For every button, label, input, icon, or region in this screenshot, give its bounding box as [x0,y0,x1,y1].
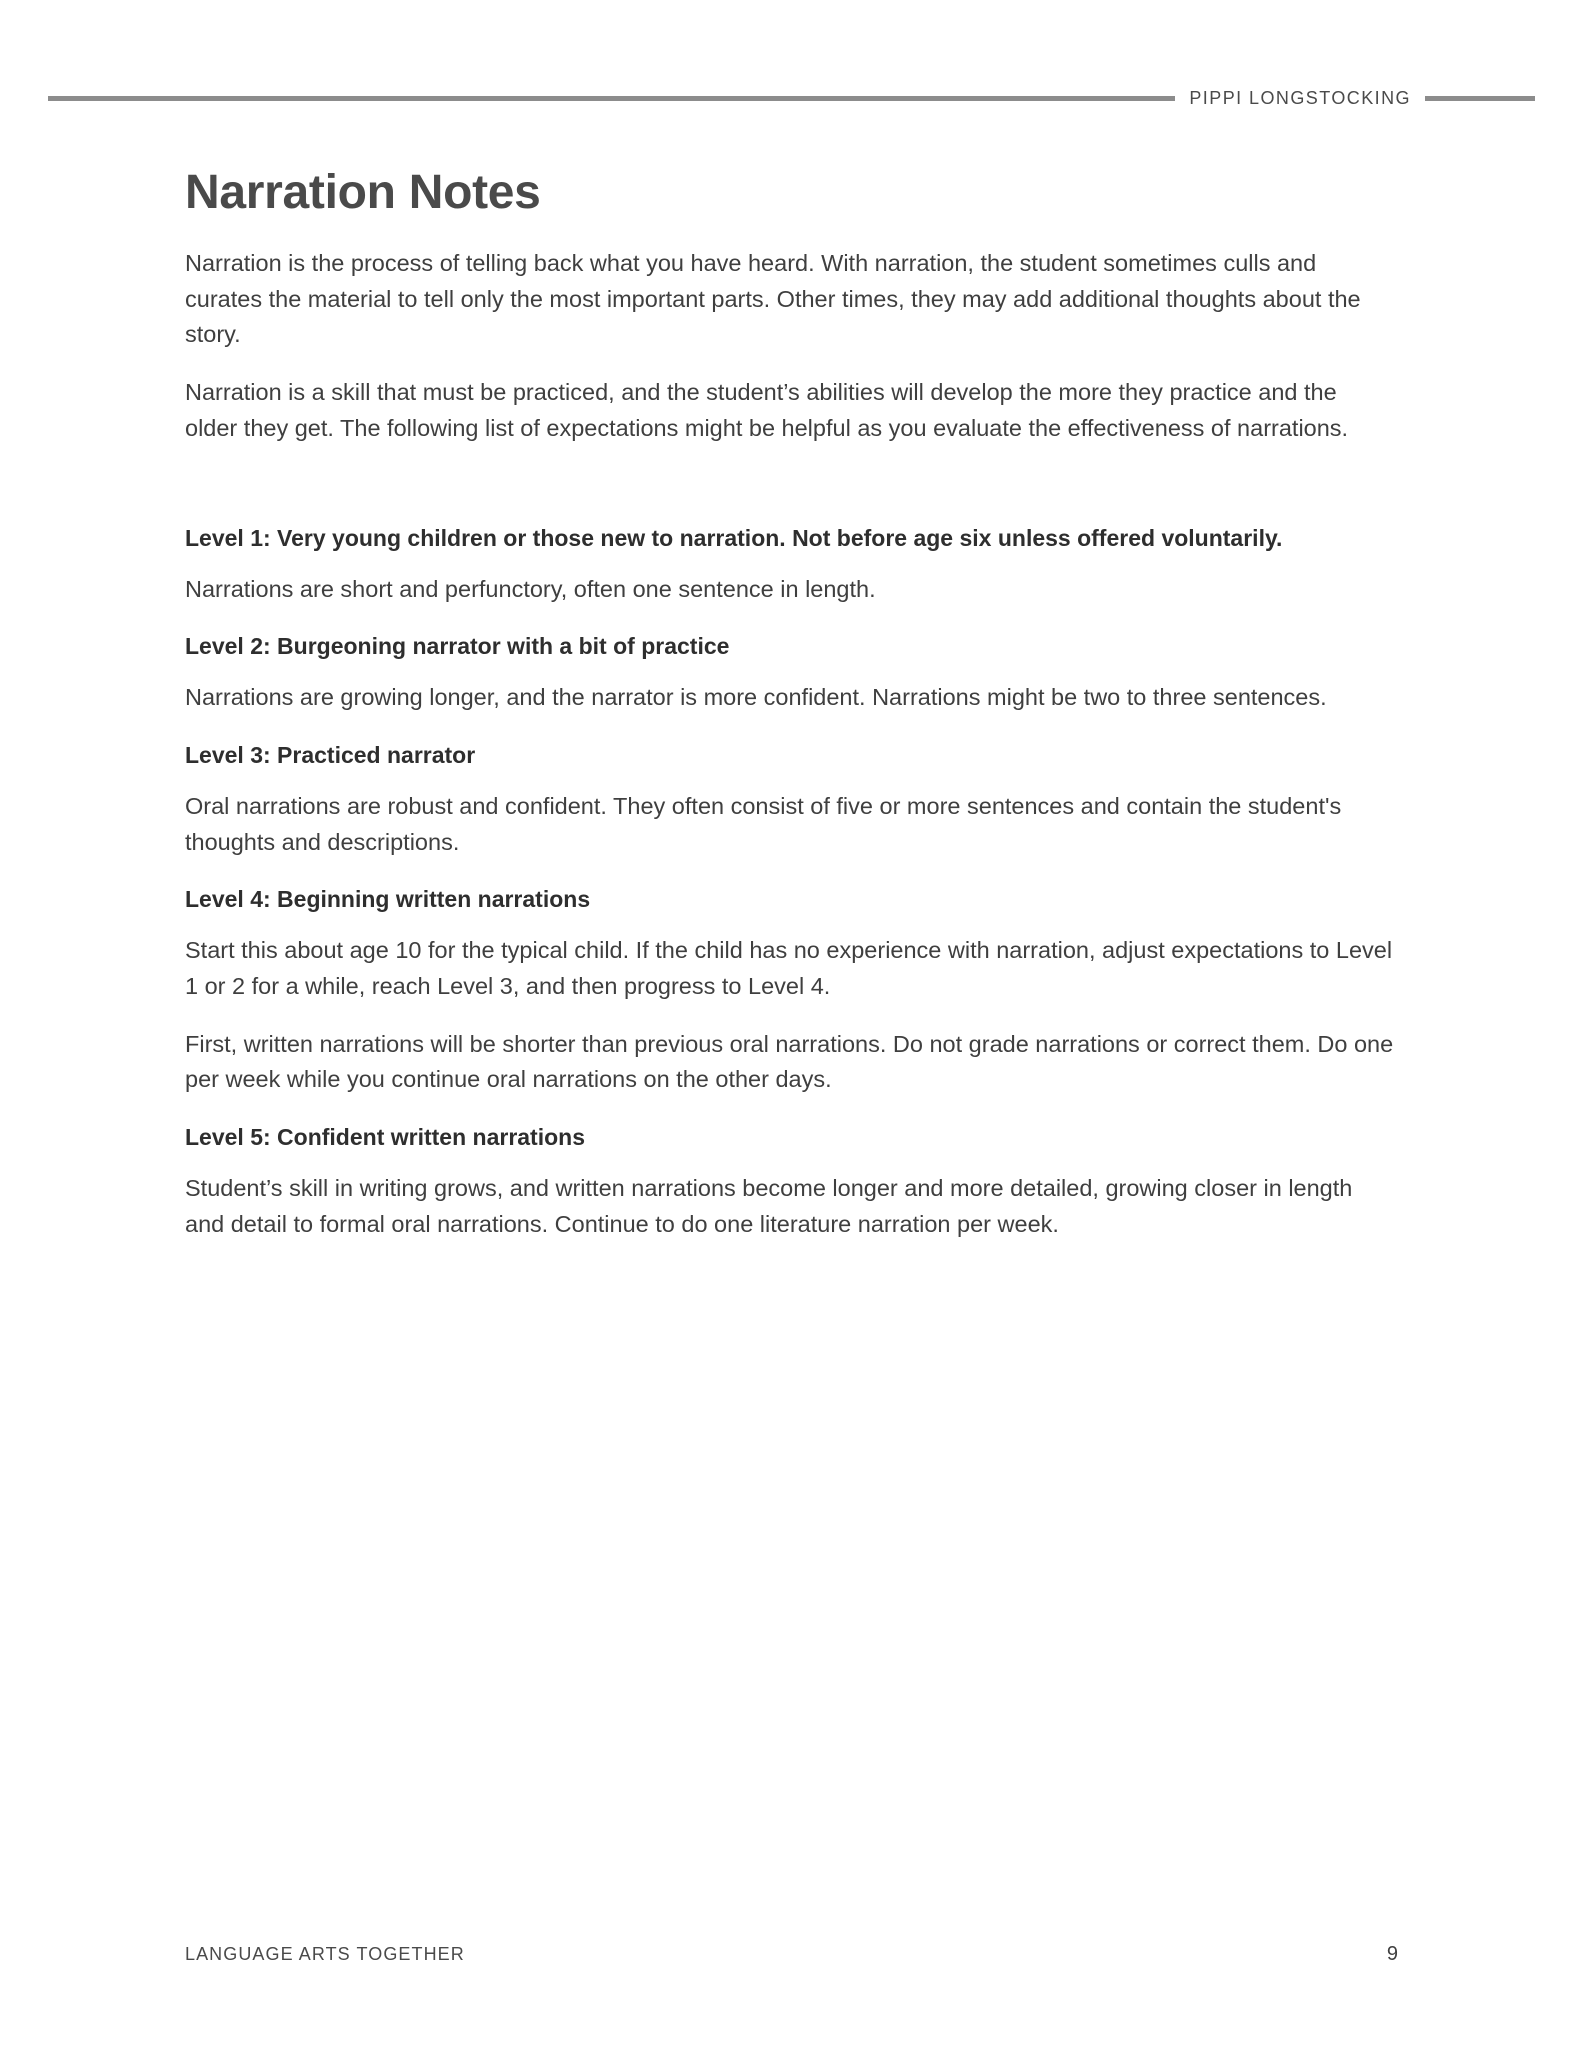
level-paragraph: Narrations are short and perfunctory, often one sentence in length. [185,575,876,602]
intro-paragraph: Narration is a skill that must be practiced, and the student’s abilities will develop the more they practice and the older they get. The following list of expectations might be helpful as you evaluate the effectiveness of narrations. [185,379,1349,441]
header-rule-left [48,96,1175,101]
page-number: 9 [1386,1943,1398,1965]
level-paragraph: Student’s skill in writing grows, and written narrations become longer and more detailed, growing closer in length and detail to formal oral narrations. Continue to do one literature narration per week. [185,1175,1353,1237]
intro-paragraph: Narration is the process of telling back what you have heard. With narration, the student sometimes culls and curates the material to tell only the most important parts. Other times, they may add additional thoughts about the story. [185,250,1361,348]
level-heading: Level 4: Beginning written narrations [185,886,591,913]
level-paragraph: Oral narrations are robust and confident. They often consist of five or more sentences and contain the student's thoughts and descriptions. [185,792,1342,855]
level-paragraph: First, written narrations will be shorter than previous oral narrations. Do not grade narrations or correct them. Do one per week while you continue oral narrations on the other days. [185,1030,1394,1093]
level-heading: Level 5: Confident written narrations [185,1124,585,1151]
footer-series-label: LANGUAGE ARTS TOGETHER [185,1944,465,1964]
level-heading: Level 1: Very young children or those new to narration. Not before age six unless offered voluntarily. [185,524,1283,551]
running-header-title: PIPPI LONGSTOCKING [1189,88,1411,108]
header-rule-right [1425,96,1535,101]
page-title: Narration Notes [185,166,541,219]
level-paragraph: Narrations are growing longer, and the narrator is more confident. Narrations might be two to three sentences. [185,684,1327,711]
level-heading: Level 2: Burgeoning narrator with a bit of practice [185,633,730,660]
level-heading: Level 3: Practiced narrator [185,741,476,768]
level-paragraph: Start this about age 10 for the typical child. If the child has no experience with narration, adjust expectations to Level 1 or 2 for a while, reach Level 3, and then progress to Level 4. [185,937,1393,999]
page-header [48,88,1535,109]
page-footer [185,1943,1398,1966]
page-content [185,165,1395,1265]
section-spacer [185,469,1395,521]
